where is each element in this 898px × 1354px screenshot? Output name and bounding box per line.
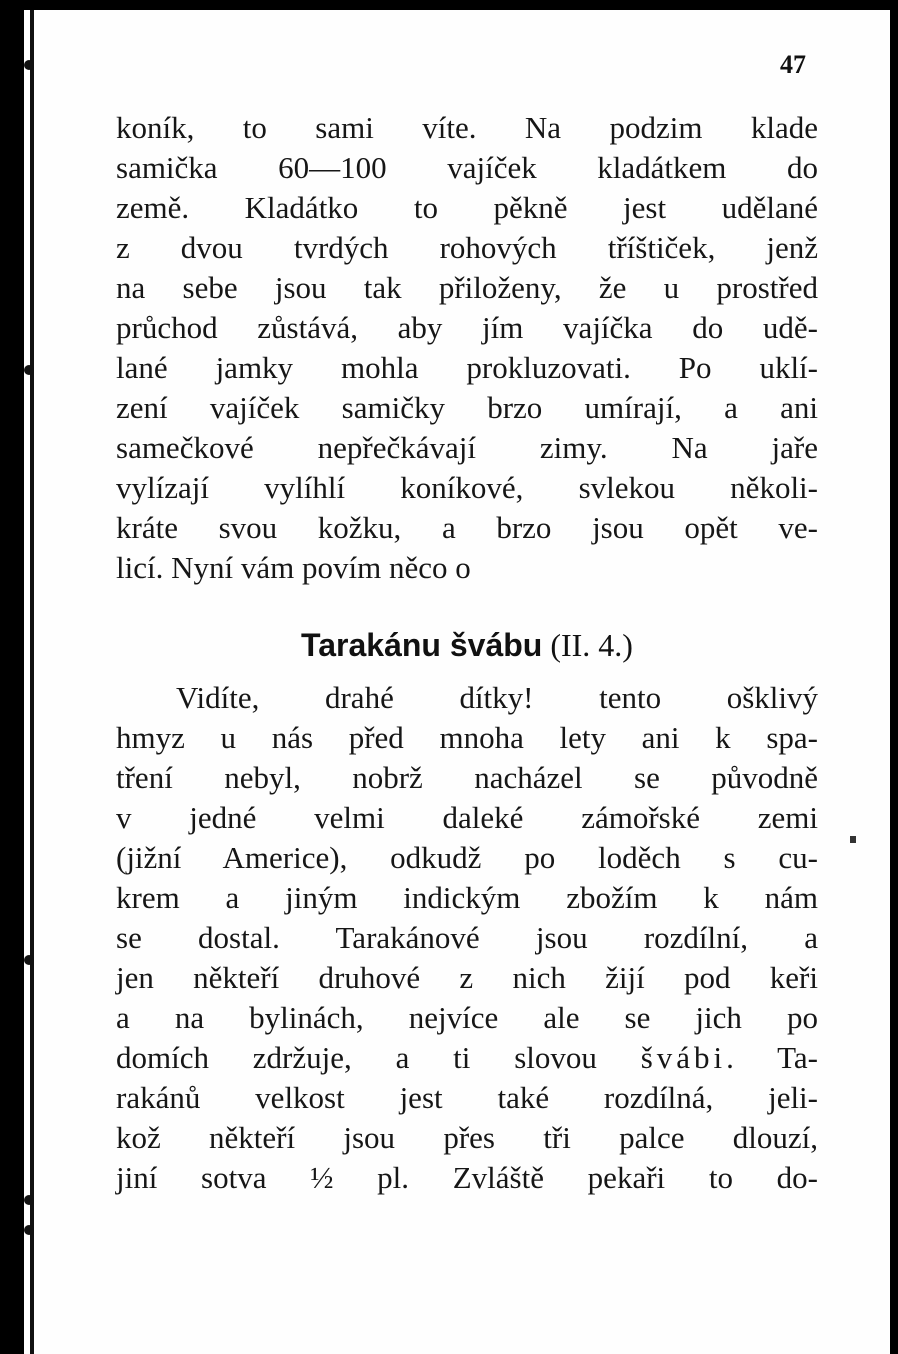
text-line: vylízají vylíhlí koníkové, svlekou několi- xyxy=(116,470,818,505)
page-number: 47 xyxy=(780,50,806,79)
spine-mark xyxy=(24,1195,34,1205)
heading-reference: (II. 4.) xyxy=(550,627,633,663)
text-line: krem a jiným indickým zbožím k nám xyxy=(116,880,818,915)
paragraph-2 xyxy=(116,678,818,1198)
spine-mark xyxy=(24,60,34,70)
text-line: kož někteří jsou přes tři palce dlouzí, xyxy=(116,1120,818,1155)
text-line: jiní sotva ½ pl. Zvláště pekaři to do- xyxy=(116,1160,818,1195)
spine-mark xyxy=(24,955,34,965)
text-line: tření nebyl, nobrž nacházel se původně xyxy=(116,760,818,795)
spaced-word: švábi xyxy=(640,1040,727,1075)
text-line: země. Kladátko to pěkně jest udělané xyxy=(116,190,818,225)
text-segment: domích zdržuje, a ti slovou xyxy=(116,1040,641,1075)
text-line: kráte svou kožku, a brzo jsou opět ve- xyxy=(116,510,818,545)
text-line: hmyz u nás před mnoha lety ani k spa- xyxy=(116,720,818,755)
text-line: samečkové nepřečkávají zimy. Na jaře xyxy=(116,430,818,465)
text-line xyxy=(116,1038,818,1078)
spine-mark xyxy=(24,365,34,375)
book-page xyxy=(24,10,890,1354)
text-line: průchod zůstává, aby jím vajíčka do udě- xyxy=(116,310,818,345)
text-line: rakánů velkost jest také rozdílná, jeli- xyxy=(116,1080,818,1115)
text-line: se dostal. Tarakánové jsou rozdílní, a xyxy=(116,920,818,955)
text-line: na sebe jsou tak přiloženy, že u prostřed xyxy=(116,270,818,305)
text-line: jen někteří druhové z nich žijí pod keři xyxy=(116,960,818,995)
text-line: lané jamky mohla prokluzovati. Po uklí- xyxy=(116,350,818,385)
heading-title: Tarakánu švábu xyxy=(301,627,543,663)
text-line: koník, to sami víte. Na podzim klade xyxy=(116,110,818,145)
text-line: zení vajíček samičky brzo umírají, a ani xyxy=(116,390,818,425)
text-segment: . Ta- xyxy=(726,1040,818,1075)
text-line: licí. Nyní vám povím něco o xyxy=(116,550,471,585)
text-line: z dvou tvrdých rohových tříštiček, jenž xyxy=(116,230,818,265)
ink-speck xyxy=(850,836,856,843)
text-line: samička 60—100 vajíček kladátkem do xyxy=(116,150,818,185)
spine-mark xyxy=(24,1225,34,1235)
text-line: v jedné velmi daleké zámořské zemi xyxy=(116,800,818,835)
text-line: Vidíte, drahé dítky! tento ošklivý xyxy=(176,680,818,715)
text-line: a na bylinách, nejvíce ale se jich po xyxy=(116,1000,818,1035)
paragraph-1 xyxy=(116,108,818,588)
page-spine-edge xyxy=(30,10,34,1354)
section-heading xyxy=(116,620,818,670)
text-line: (jižní Americe), odkudž po loděch s cu- xyxy=(116,840,818,875)
